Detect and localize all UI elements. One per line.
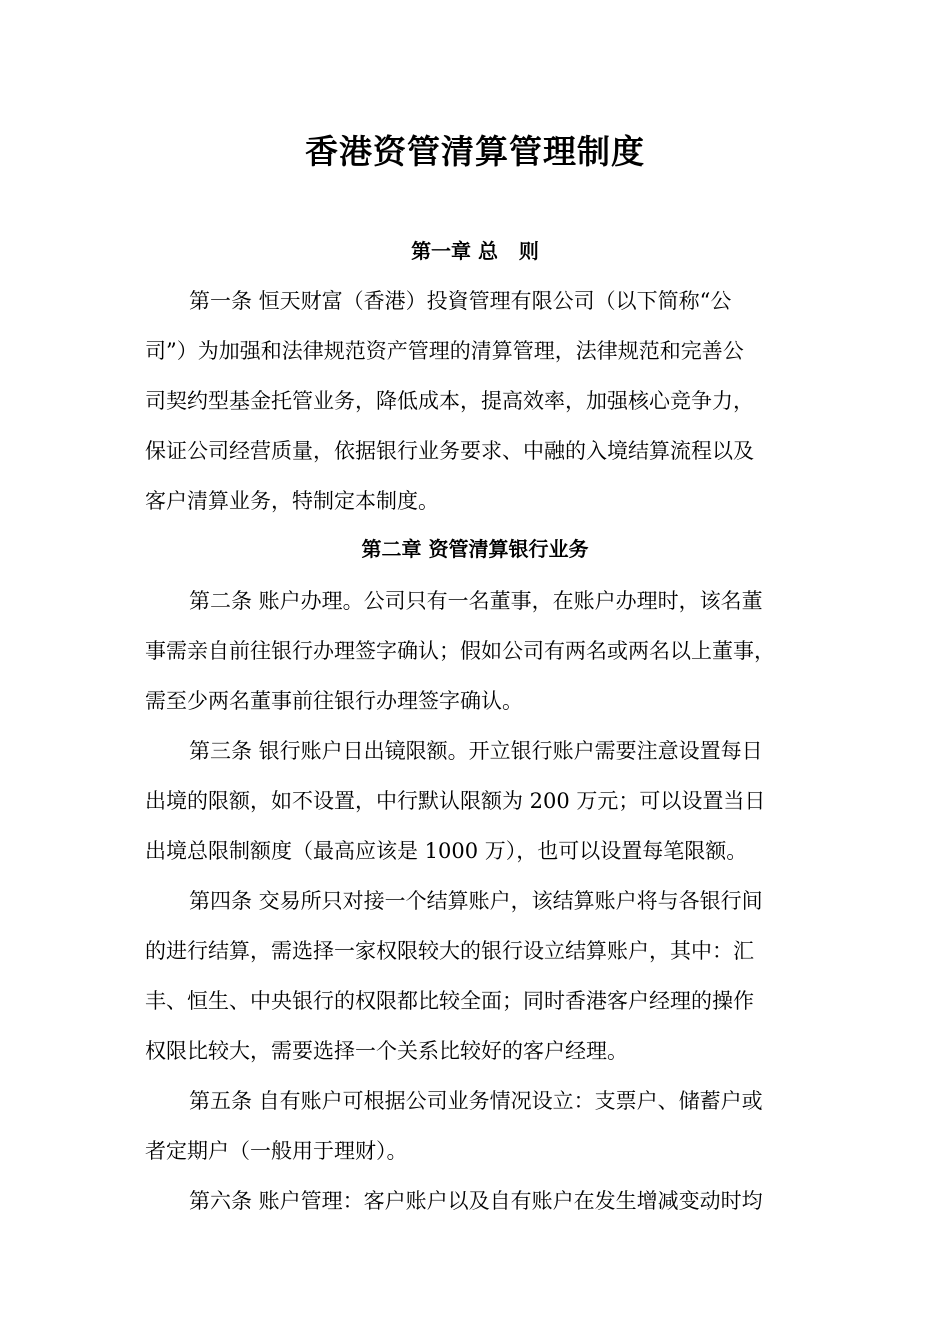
chapter-heading-2: 第二章 资管清算银行业务 — [361, 537, 589, 561]
article-5-line-2: 者定期户（一般用于理财）。 — [145, 1139, 408, 1163]
article-2-line-2: 事需亲自前往银行办理签字确认；假如公司有两名或两名以上董事， — [145, 639, 775, 663]
chapter-heading-1: 第一章 总 则 — [411, 239, 539, 263]
article-6-line-1: 第六条 账户管理：客户账户以及自有账户在发生增减变动时均 — [189, 1189, 763, 1213]
article-4-line-4: 权限比较大，需要选择一个关系比较好的客户经理。 — [145, 1039, 628, 1063]
article-2-line-1: 第二条 账户办理。公司只有一名董事，在账户办理时，该名董 — [189, 589, 763, 613]
article-1-line-2: 司”）为加强和法律规范资产管理的清算管理，法律规范和完善公 — [145, 339, 744, 363]
article-3-line-1: 第三条 银行账户日出镜限额。开立银行账户需要注意设置每日 — [189, 739, 763, 763]
article-3-line-3: 出境总限制额度（最高应该是 1000 万），也可以设置每笔限额。 — [145, 839, 748, 863]
article-1-line-5: 客户清算业务，特制定本制度。 — [145, 489, 439, 513]
article-1-line-3: 司契约型基金托管业务，降低成本，提高效率，加强核心竞争力， — [145, 389, 754, 413]
article-4-line-3: 丰、恒生、中央银行的权限都比较全面；同时香港客户经理的操作 — [145, 989, 754, 1013]
document-title: 香港资管清算管理制度 — [305, 132, 645, 171]
article-1-line-4: 保证公司经营质量，依据银行业务要求、中融的入境结算流程以及 — [145, 439, 754, 463]
article-5-line-1: 第五条 自有账户可根据公司业务情况设立：支票户、储蓄户或 — [189, 1089, 763, 1113]
article-2-line-3: 需至少两名董事前往银行办理签字确认。 — [145, 689, 523, 713]
article-1-line-1: 第一条 恒天财富（香港）投資管理有限公司（以下简称“公 — [189, 289, 732, 313]
article-4-line-1: 第四条 交易所只对接一个结算账户，该结算账户将与各银行间 — [189, 889, 763, 913]
article-3-line-2: 出境的限额，如不设置，中行默认限额为 200 万元；可以设置当日 — [145, 789, 766, 813]
article-4-line-2: 的进行结算，需选择一家权限较大的银行设立结算账户，其中：汇 — [145, 939, 754, 963]
